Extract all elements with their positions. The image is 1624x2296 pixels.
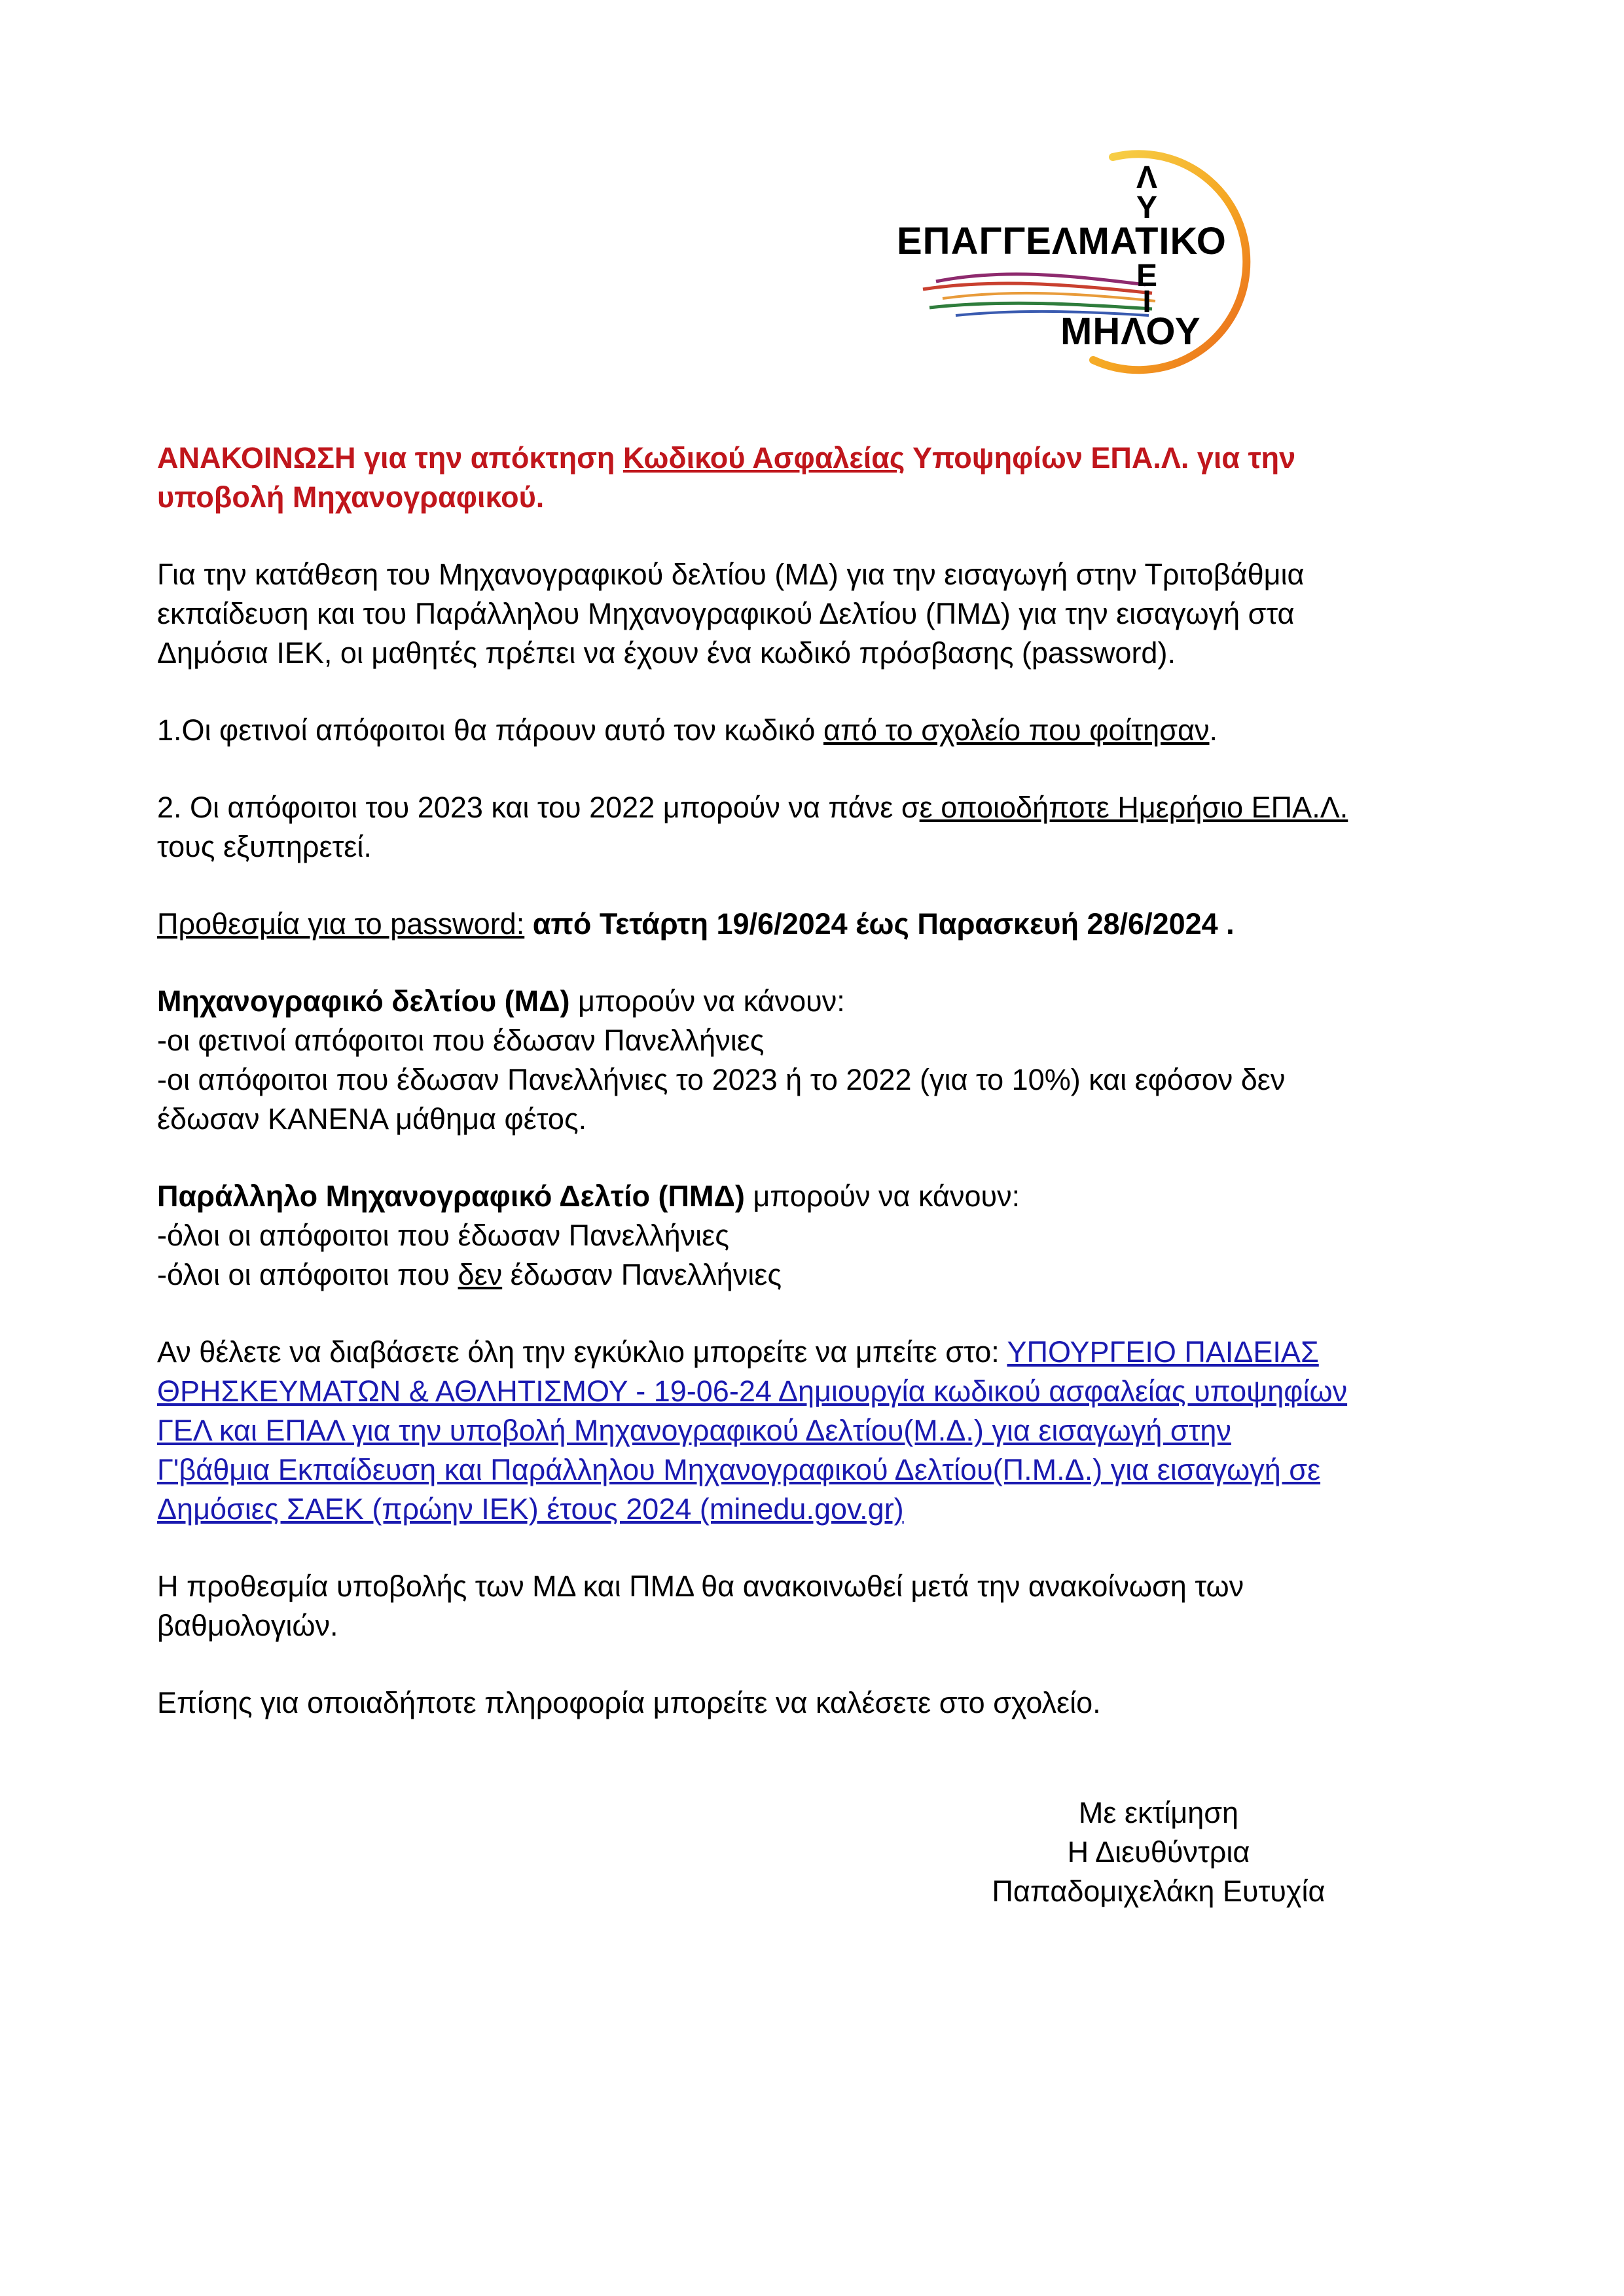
circular-link[interactable]: Δημόσιες ΣΑΕΚ (πρώην ΙΕΚ) έτους 2024 (minedu.gov.gr) (157, 1492, 904, 1526)
signature-role: Η Διευθύντρια (1067, 1835, 1250, 1869)
announcement-body (157, 439, 1466, 1761)
logo-letter-lambda: Λ (1136, 160, 1157, 195)
circular-intro: Αν θέλετε να διαβάσετε όλη την εγκύκλιο μπορείτε να μπείτε στο: (157, 1335, 1007, 1369)
deadline (157, 905, 1466, 944)
md-item: -οι απόφοιτοι που έδωσαν Πανελλήνιες το 2023 ή το 2022 (για το 10%) και εφόσον δεν (157, 1063, 1286, 1096)
point-1-end: . (1209, 713, 1218, 747)
signature-name: Παπαδομιχελάκη Ευτυχία (992, 1874, 1326, 1908)
title-underlined: Κωδικού Ασφαλείας (623, 441, 905, 475)
results-note-line: Η προθεσμία υποβολής των ΜΔ και ΠΜΔ θα ανακοινωθεί μετά την ανακοίνωση των (157, 1570, 1244, 1603)
title-line-2: υποβολή Μηχανογραφικού. (157, 480, 545, 514)
point-2 (157, 788, 1466, 867)
pmd-item-underlined: δεν (458, 1258, 503, 1291)
point-1-text: 1.Οι φετινοί απόφοιτοι θα πάρουν αυτό τον κωδικό (157, 713, 823, 747)
info-note-line: Επίσης για οποιαδήποτε πληροφορία μπορείτε να καλέσετε στο σχολείο. (157, 1686, 1101, 1719)
title-text-1: ΑΝΑΚΟΙΝΩΣΗ για την απόκτηση (157, 441, 623, 475)
circular-link[interactable]: ΓΕΛ και ΕΠΑΛ για την υποβολή Μηχανογραφικού Δελτίου(Μ.Δ.) για εισαγωγή στην (157, 1414, 1231, 1447)
point-1 (157, 711, 1466, 750)
pmd-heading: Παράλληλο Μηχανογραφικό Δελτίο (ΠΜΔ) (157, 1179, 745, 1213)
pmd-item: -όλοι οι απόφοιτοι που έδωσαν Πανελλήνιες (157, 1219, 729, 1252)
deadline-value: από Τετάρτη 19/6/2024 έως Παρασκευή 28/6/2024 . (524, 907, 1235, 941)
md-section (157, 982, 1466, 1139)
circular-link[interactable]: Γ'βάθμια Εκπαίδευση και Παράλληλου Μηχανογραφικού Δελτίου(Π.Μ.Δ.) για εισαγωγή σε (157, 1453, 1321, 1486)
announcement-title (157, 439, 1466, 517)
logo-main-text: ΕΠΑΓΓΕΛΜΑΤΙΚΟ (897, 220, 1227, 262)
intro-line: εκπαίδευση και του Παράλληλου Μηχανογραφικού Δελτίου (ΠΜΔ) για την εισαγωγή στα (157, 597, 1295, 630)
point-1-underlined: από το σχολείο που φοίτησαν (823, 713, 1210, 747)
signature-block (962, 1793, 1355, 1911)
pmd-item-pre: -όλοι οι απόφοιτοι που (157, 1258, 458, 1291)
intro-line: Για την κατάθεση του Μηχανογραφικού δελτίου (ΜΔ) για την εισαγωγή στην Τριτοβάθμια (157, 558, 1305, 591)
school-logo (897, 144, 1290, 380)
md-heading: Μηχανογραφικό δελτίου (ΜΔ) (157, 984, 570, 1018)
title-text-3: Υποψηφίων ΕΠΑ.Λ. για την (905, 441, 1296, 475)
point-2-underlined: ε οποιοδήποτε Ημερήσιο ΕΠΑ.Λ. (919, 791, 1348, 824)
logo-letter-epsilon: Ε (1136, 259, 1157, 293)
point-2-line-2: τους εξυπηρετεί. (157, 830, 372, 863)
intro-line: Δημόσια ΙΕΚ, οι μαθητές πρέπει να έχουν ένα κωδικό πρόσβασης (password). (157, 636, 1176, 670)
logo-letter-iota: Ι (1142, 285, 1151, 319)
deadline-label: Προθεσμία για το password: (157, 907, 525, 941)
pmd-section (157, 1177, 1466, 1295)
md-item-continuation: έδωσαν ΚΑΝΕΝΑ μάθημα φέτος. (157, 1102, 587, 1136)
results-note (157, 1567, 1466, 1645)
info-note (157, 1683, 1466, 1723)
logo-bottom-text: ΜΗΛΟΥ (1060, 310, 1201, 353)
circular-link[interactable]: ΘΡΗΣΚΕΥΜΑΤΩΝ & ΑΘΛΗΤΙΣΜΟΥ - 19-06-24 Δημιουργία κωδικού ασφαλείας υποψηφίων (157, 1374, 1348, 1408)
signature-closing: Με εκτίμηση (1078, 1796, 1239, 1829)
circular-section (157, 1333, 1466, 1529)
intro-paragraph (157, 555, 1466, 673)
pmd-heading-rest: μπορούν να κάνουν: (744, 1179, 1020, 1213)
md-heading-rest: μπορούν να κάνουν: (569, 984, 845, 1018)
results-note-line: βαθμολογιών. (157, 1609, 338, 1642)
md-item: -οι φετινοί απόφοιτοι που έδωσαν Πανελλήνιες (157, 1024, 765, 1057)
circular-link[interactable]: ΥΠΟΥΡΓΕΙΟ ΠΑΙΔΕΙΑΣ (1007, 1335, 1319, 1369)
logo-letter-upsilon: Υ (1136, 190, 1157, 225)
point-2-text: 2. Οι απόφοιτοι του 2023 και του 2022 μπορούν να πάνε σ (157, 791, 920, 824)
pmd-item-post: έδωσαν Πανελλήνιες (502, 1258, 782, 1291)
